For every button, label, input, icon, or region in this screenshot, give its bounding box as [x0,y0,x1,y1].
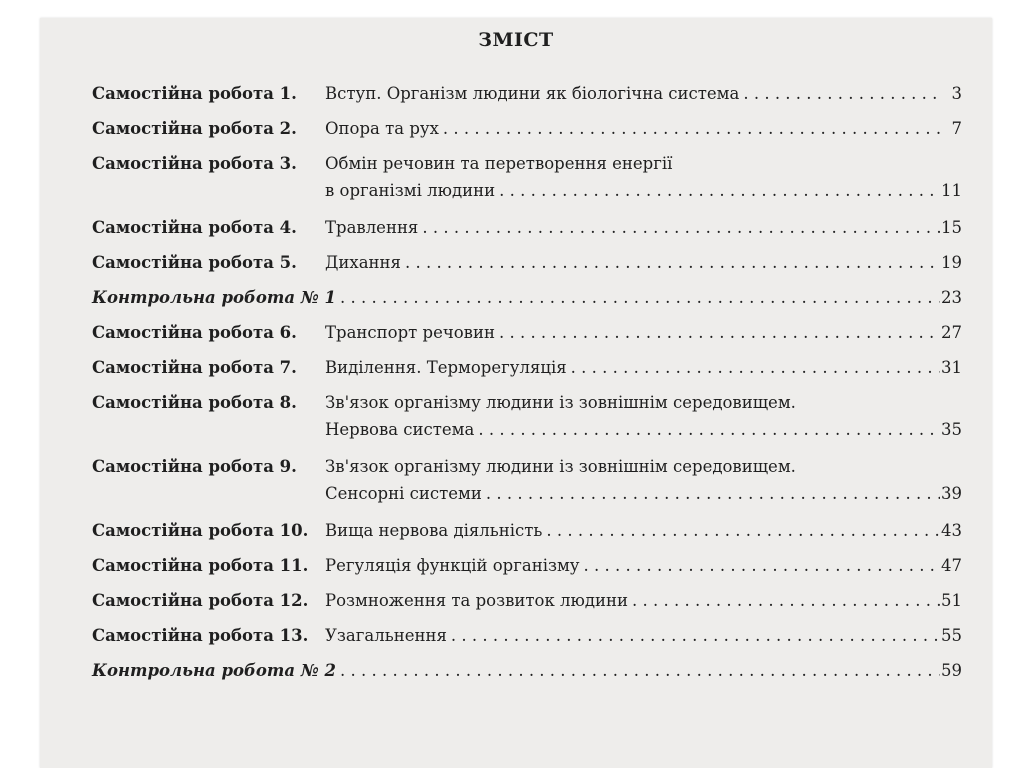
toc-entry-leader-line [325,115,962,142]
toc-entry [92,354,962,389]
toc-entry-title-line: Обмін речовин та перетворення енергії [325,154,673,173]
toc-entry-leader-line [325,80,962,107]
toc-entry [92,319,962,354]
toc-page-number: 31 [941,358,962,377]
toc-entry-body [325,80,962,115]
dot-leader [739,80,940,107]
toc-entry-body [325,453,962,517]
toc-entry-title-line: Контрольна робота № 1 [92,288,336,307]
toc-entry-body [325,150,962,214]
toc-entry-body [325,249,962,284]
toc-entry [92,622,962,657]
dot-leader [495,177,940,204]
toc-entry-leader-line [325,480,962,507]
toc-page-number: 35 [941,420,962,439]
toc-page-number: 59 [941,661,962,680]
toc-entry-label: Самостійна робота 1. [92,84,297,103]
toc-entry [92,587,962,622]
toc-entry-body [325,319,962,354]
toc-page-number: 3 [951,84,962,103]
toc-entry-label: Самостійна робота 7. [92,358,297,377]
toc-entry-title-line: Узагальнення [325,626,447,645]
toc-entry-title-line: Зв'язок організму людини із зовнішнім середовищем. [325,393,796,412]
toc-entry-leader-line [92,657,962,684]
table-of-contents [92,80,962,692]
dot-leader [567,354,940,381]
toc-page-number: 7 [951,119,962,138]
toc-entry [92,80,962,115]
toc-entry-title-line: Контрольна робота № 2 [92,661,336,680]
toc-entry-leader-line [325,622,962,649]
toc-entry-control-work [92,657,962,692]
toc-entry-title-line: Зв'язок організму людини із зовнішнім середовищем. [325,457,796,476]
toc-page-number: 23 [941,288,962,307]
toc-entry-label: Самостійна робота 6. [92,323,297,342]
toc-entry [92,552,962,587]
toc-entry-body [325,517,962,552]
toc-entry-body [92,284,962,319]
dot-leader [474,416,940,443]
dot-leader [336,657,940,684]
toc-entry-title-line: Виділення. Терморегуляція [325,358,567,377]
toc-entry-leader-line [325,319,962,346]
toc-page-number: 27 [941,323,962,342]
toc-entry-body [325,587,962,622]
toc-entry [92,115,962,150]
toc-entry-label: Самостійна робота 2. [92,119,297,138]
toc-page-number: 11 [941,181,962,200]
toc-entry-control-work [92,284,962,319]
toc-entry-label: Самостійна робота 4. [92,218,297,237]
toc-entry [92,517,962,552]
toc-entry-title-line: Сенсорні системи [325,484,482,503]
toc-page-number: 47 [941,556,962,575]
toc-entry-label: Самостійна робота 8. [92,393,297,412]
toc-entry-title-line: Опора та рух [325,119,439,138]
toc-entry-title-line: Регуляція функцій організму [325,556,580,575]
toc-entry-title-line: Нервова система [325,420,475,439]
toc-entry-label: Самостійна робота 3. [92,154,297,173]
toc-entry [92,389,962,453]
toc-entry-title-line: Травлення [325,218,419,237]
toc-entry-leader-line [325,177,962,204]
toc-page-number: 43 [941,521,962,540]
page-title: ЗМІСТ [478,29,554,51]
toc-entry-title-line: Розмноження та розвиток людини [325,591,629,610]
toc-entry-body [325,354,962,389]
toc-entry-leader-line [325,214,962,241]
toc-entry-body [325,389,962,453]
toc-page-number: 51 [941,591,962,610]
toc-entry-leader-line [325,416,962,443]
toc-entry-leader-line [325,517,962,544]
toc-entry-body [325,622,962,657]
dot-leader [447,622,940,649]
toc-entry [92,453,962,517]
dot-leader [418,214,940,241]
toc-entry-leader-line [325,587,962,614]
toc-entry-label: Самостійна робота 10. [92,521,309,540]
toc-entry-label: Самостійна робота 12. [92,591,309,610]
dot-leader [580,552,940,579]
toc-page-number: 39 [941,484,962,503]
toc-page-number: 15 [941,218,962,237]
toc-entry-leader-line [325,354,962,381]
toc-entry [92,150,962,214]
toc-entry-title-line: Вступ. Організм людини як біологічна система [325,84,740,103]
toc-entry-leader-line [325,552,962,579]
toc-entry-body [325,115,962,150]
toc-entry-leader-line [325,249,962,276]
toc-entry-title-line: Транспорт речовин [325,323,495,342]
toc-entry-label: Самостійна робота 9. [92,457,297,476]
toc-entry-label: Самостійна робота 5. [92,253,297,272]
dot-leader [401,249,940,276]
toc-entry-title-line: Вища нервова діяльність [325,521,543,540]
toc-entry [92,249,962,284]
dot-leader [542,517,940,544]
toc-entry-leader-line [92,284,962,311]
toc-entry-body [325,214,962,249]
dot-leader [439,115,940,142]
dot-leader [495,319,940,346]
dot-leader [482,480,940,507]
toc-entry-label: Самостійна робота 11. [92,556,309,575]
toc-entry-body [325,552,962,587]
toc-entry [92,214,962,249]
toc-entry-title-line: Дихання [325,253,401,272]
toc-entry-body [92,657,962,692]
toc-page-number: 55 [941,626,962,645]
dot-leader [336,284,940,311]
toc-entry-label: Самостійна робота 13. [92,626,309,645]
document-page [40,18,992,768]
dot-leader [628,587,940,614]
toc-entry-title-line: в організмі людини [325,181,496,200]
toc-page-number: 19 [941,253,962,272]
